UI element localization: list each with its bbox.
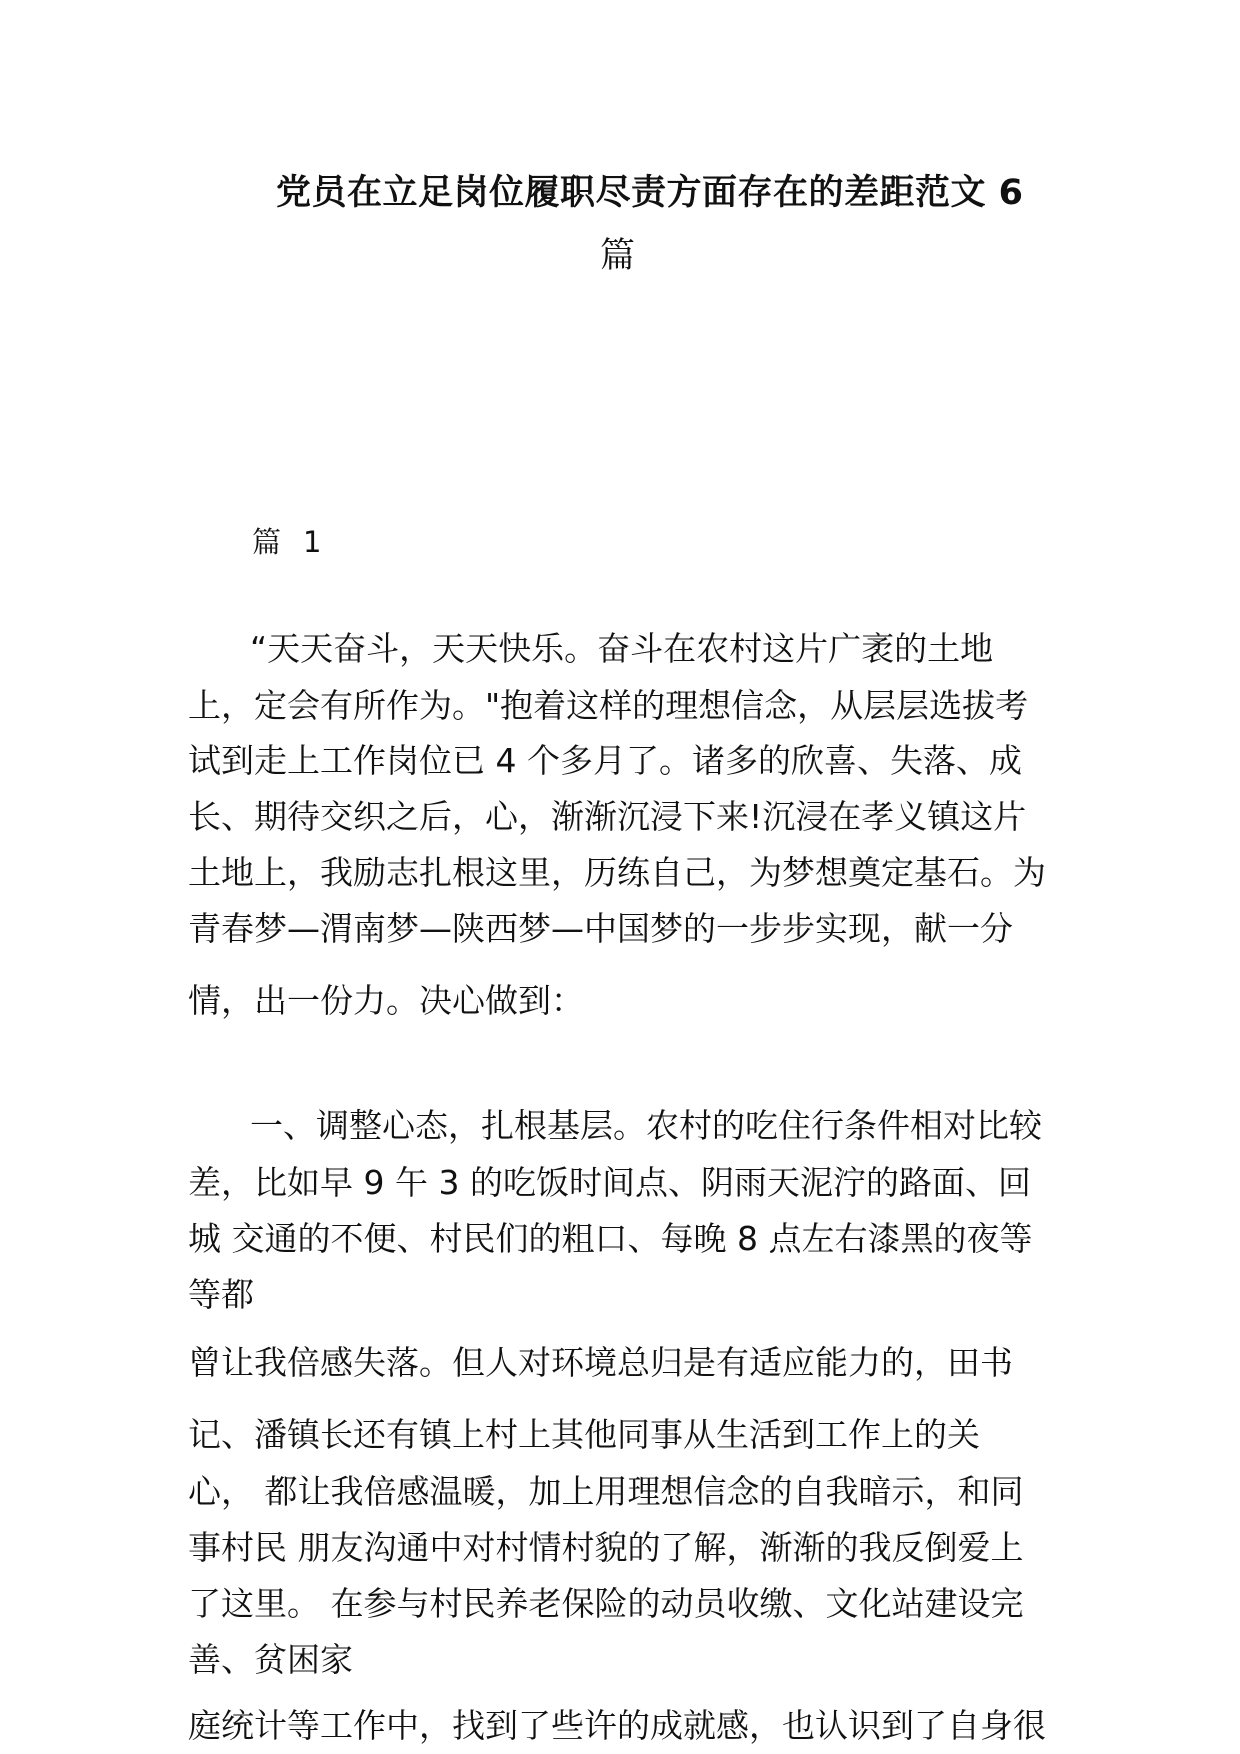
document-title: 党员在立足岗位履职尽责方面存在的差距范文 6 [276, 173, 1024, 213]
body-line: 试到走上工作岗位已 4 个多月了。诸多的欣喜、失落、成 [188, 741, 1022, 780]
body-line: 一、调整心态，扎根基层。农村的吃住行条件相对比较 [250, 1106, 1042, 1145]
document-title-continuation: 篇 [600, 236, 636, 276]
body-line: 记、潘镇长还有镇上村上其他同事从生活到工作上的关 [188, 1415, 980, 1454]
body-line: 长、期待交织之后，心，渐渐沉浸下来!沉浸在孝义镇这片 [188, 797, 1027, 836]
section-heading [252, 520, 321, 561]
body-line: 庭统计等工作中，找到了些许的成就感，也认识到了自身很 [188, 1706, 1046, 1745]
body-line: 差，比如早 9 午 3 的吃饭时间点、阴雨天泥泞的路面、回 [188, 1163, 1031, 1202]
body-line: 上，定会有所作为。"抱着这样的理想信念，从层层选拔考 [188, 686, 1029, 725]
section-number: 1 [303, 525, 322, 559]
section-label: 篇 [252, 525, 282, 559]
body-line: “天天奋斗，天天快乐。奋斗在农村这片广袤的土地 [250, 629, 994, 668]
body-line: 青春梦—渭南梦—陕西梦—中国梦的一步步实现，献一分 [188, 909, 1013, 948]
body-line: 城 交通的不便、村民们的粗口、每晚 8 点左右漆黑的夜等 [188, 1219, 1033, 1258]
body-line: 事村民 朋友沟通中对村情村貌的了解，渐渐的我反倒爱上 [188, 1528, 1024, 1567]
body-line: 心， 都让我倍感温暖，加上用理想信念的自我暗示，和同 [188, 1472, 1024, 1511]
body-line: 曾让我倍感失落。但人对环境总归是有适应能力的，田书 [188, 1343, 1013, 1382]
body-line: 了这里。 在参与村民养老保险的动员收缴、文化站建设完 [188, 1584, 1024, 1623]
body-line: 土地上，我励志扎根这里，历练自己，为梦想奠定基石。为 [188, 853, 1046, 892]
body-line: 情，出一份力。决心做到： [188, 981, 584, 1020]
body-line: 善、贫困家 [188, 1640, 353, 1679]
body-line: 等都 [188, 1275, 254, 1314]
